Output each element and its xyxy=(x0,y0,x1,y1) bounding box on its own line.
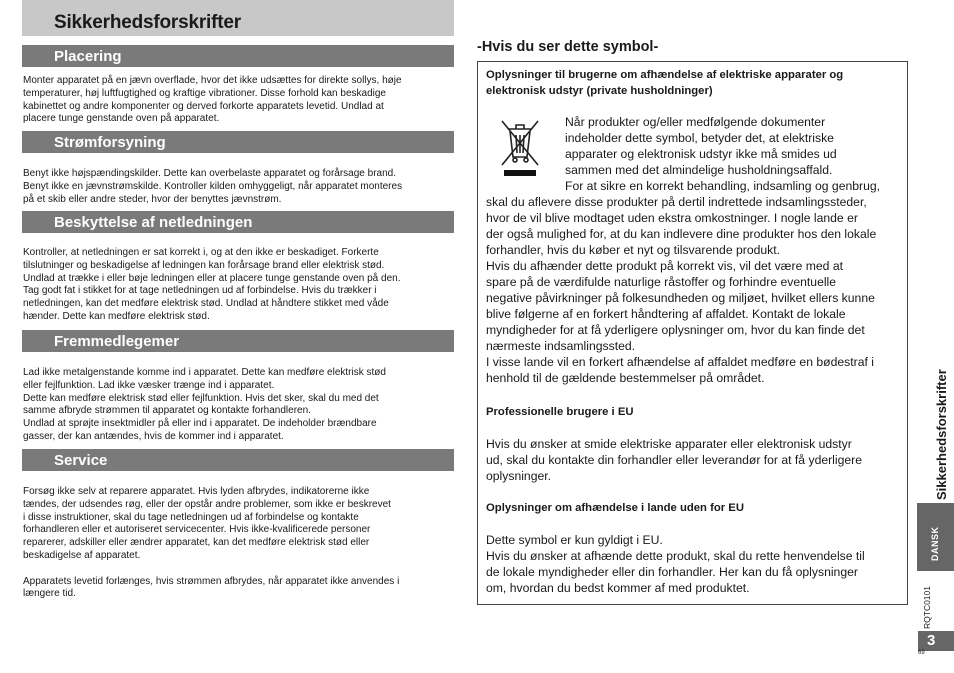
document-code xyxy=(920,575,936,631)
paragraph: Monter apparatet på en jævn overflade, hvor det ikke udsættes for direkte sollys, høje temperaturer, høj luftfugtighed og kraftige vibrationer. Disse forhold kan beskadige kabinettet og andre komponenter og derved forkorte apparatets levetid. Undlad at placere tunge genstande oven på apparatet. xyxy=(23,75,402,125)
title-bar xyxy=(22,0,454,36)
section-heading-stroemforsyning xyxy=(22,131,454,153)
disposal-heading-private xyxy=(486,67,843,99)
symbol-section-title: -Hvis du ser dette symbol- xyxy=(477,39,659,55)
paragraph: Kontroller, at netledningen er sat korrekt i, og at den ikke er beskadiget. Forkerte tilslutninger og beskadigelse af ledningen kan forårsage brand eller elektrisk stød. Undlad at trække i eller bøje ledningen eller at placere tunge genstande oven på den. Tag godt fat i stikket for at tage netledningen ud af forbindelse. Hvis du trækker i netledningen, kan det medføre elektrisk stød. Undlad at håndtere stikket med våde hænder. Dette kan medføre elektrisk stød. xyxy=(23,247,401,322)
section-heading-label: Placering xyxy=(54,48,122,65)
section-heading-label: Strømforsyning xyxy=(54,134,166,151)
section-heading-service xyxy=(22,449,454,471)
section-heading-label: Beskyttelse af netledningen xyxy=(54,214,253,231)
heading-text: Oplysninger om afhændelse i lande uden for EU xyxy=(486,502,744,514)
paragraph: Lad ikke metalgenstande komme ind i apparatet. Dette kan medføre elektrisk stød eller fejlfunktion. Lad ikke væsker trænge ind i apparatet. Dette kan medføre elektrisk stød eller fejlfunktion. Hvis det sker, skal du med det samme afbryde strømmen til apparatet og kontakte forhandleren. Undlad at sprøjte insektmidler på eller ind i apparatet. De indeholder brændbare gasser, der kan antændes, hvis de kommer ind i apparatet. xyxy=(23,367,386,442)
paragraph: Hvis du ønsker at smide elektriske apparater eller elektronisk udstyr ud, skal du kontakte din forhandler eller leverandør for at få yderligere oplysninger. xyxy=(486,437,862,483)
small-page-number: 69 xyxy=(918,650,925,656)
language-tab-text: DANSK xyxy=(930,526,940,561)
document-code-text: RQTC0101 xyxy=(922,586,932,629)
section-heading-label: Service xyxy=(54,452,108,469)
paragraph: Når produkter og/eller medfølgende dokumenter indeholder dette symbol, betyder det, at elektriske apparater og elektronisk udstyr ikke må smides ud sammen med det almindelige husholdningsaffald. For at sikre en korrekt behandling, indsamling og genbrug, xyxy=(565,115,881,193)
language-tab xyxy=(917,503,954,571)
page-number: 3 xyxy=(927,632,936,649)
paragraph: Dette symbol er kun gyldigt i EU. Hvis du ønsker at afhænde dette produkt, skal du rette henvendelse til de lokale myndigheder eller din forhandler. Her kan du få oplysninger om, hvordan du bedst kommer af med produktet. xyxy=(486,533,865,595)
section-heading-netledning xyxy=(22,211,454,233)
disposal-paragraph-professional xyxy=(486,436,862,484)
section-heading-fremmedlegemer xyxy=(22,330,454,352)
section-text-placering xyxy=(23,75,453,126)
heading-text: Oplysninger til brugerne om afhændelse af elektriske apparater og elektronisk udstyr (private husholdninger) xyxy=(486,69,844,97)
paragraph: skal du aflevere disse produkter på dertil indrettede indsamlingssteder, hvor de vil blive modtaget uden ekstra omkostninger. I nogle lande er der også mulighed for, at du kan indlevere dine produkter hos den lokale forhandler, hvis du køber et nyt og tilsvarende produkt. Hvis du afhænder dette produkt på korrekt vis, vil det være med at spare på de værdifulde naturlige råstoffer og forhindre eventuelle negative påvirkninger på folkesundheden og miljøet, hvilket ellers kunne blive følgerne af en forkert håndtering af affaldet. Kontakt de lokale myndigheder for at få yderligere oplysninger om, hvor du kan finde det nærmeste indsamlingssted. I visse lande vil en forkert afhændelse af affaldet medføre en bødestraf i henhold til de gældende bestemmelser på området. xyxy=(486,195,877,385)
paragraph: Benyt ikke højspændingskilder. Dette kan overbelaste apparatet og forårsage brand. Benyt ikke en jævnstrømskilde. Kontroller kilden omhyggeligt, når apparatet monteres på et skib eller andre steder, hvor der benyttes jævnstrøm. xyxy=(23,168,403,205)
symbol-intro-text xyxy=(565,114,880,194)
crossed-bin-icon xyxy=(498,117,542,179)
section-text-stroemforsyning xyxy=(23,168,453,206)
section-text-netledning xyxy=(23,247,453,324)
page-title: Sikkerhedsforskrifter xyxy=(54,12,241,33)
section-heading-label: Fremmedlegemer xyxy=(54,333,180,350)
disposal-paragraph-non-eu xyxy=(486,532,865,596)
section-heading-placering xyxy=(22,45,454,67)
side-section-label xyxy=(919,350,949,505)
disposal-paragraph-private xyxy=(486,194,876,386)
section-text-service xyxy=(23,486,453,601)
heading-text: Professionelle brugere i EU xyxy=(486,406,634,418)
paragraph: Forsøg ikke selv at reparere apparatet. Hvis lyden afbrydes, indikatorerne ikke tændes, der udsendes røg, eller der opstår andre problemer, som ikke er beskrevet i disse instruktioner, skal du tage netledningen ud af forbindelse og kontakte forhandleren eller et autoriseret servicecenter. Hvis ikke-kvalificerede personer reparerer, adskiller eller ændrer apparatet, kan det medføre elektrisk stød eller beskadigelse af apparatet. Apparatets levetid forlænges, hvis strømmen afbrydes, når apparatet ikke anvendes i længere tid. xyxy=(23,486,400,600)
section-text-fremmedlegemer xyxy=(23,367,453,444)
disposal-heading-professional xyxy=(486,404,634,420)
side-label-text: Sikkerhedsforskrifter xyxy=(934,369,949,500)
disposal-heading-non-eu xyxy=(486,500,744,516)
page-number-badge xyxy=(918,631,954,651)
